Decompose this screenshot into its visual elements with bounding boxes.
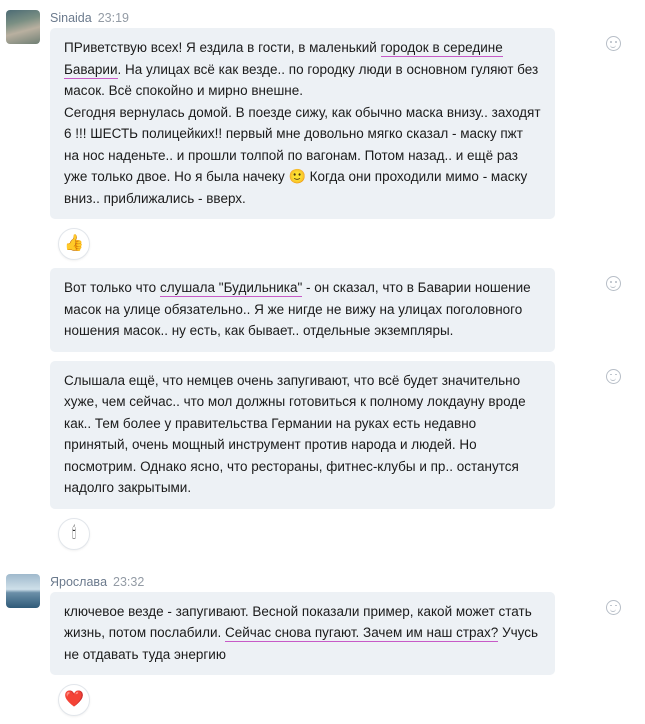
message-paragraph: Сегодня вернулась домой. В поезде сижу, как обычно маска внизу.. заходят 6 !!! ШЕСТЬ полицейких!! первый мне довольно мягко сказал - маску пжт на нос наденьте.. и прошли толпой по вагонам. Потом назад.. и ещё раз уже только двое. Но я была начеку 🙂 Когда они проходили мимо - маску вниз.. приближались - вверх. xyxy=(64,102,541,210)
reaction-row xyxy=(50,224,635,268)
reaction-candle[interactable]: 🕯 xyxy=(58,518,90,550)
message-bubble-4[interactable] xyxy=(50,592,555,676)
add-reaction-icon[interactable] xyxy=(606,36,621,51)
avatar-sinaida[interactable] xyxy=(6,10,40,44)
message-row xyxy=(50,28,635,219)
message-group-sinaida xyxy=(0,6,645,558)
reaction-heart[interactable]: ❤️ xyxy=(58,684,90,716)
message-row xyxy=(50,361,635,509)
message-header xyxy=(50,6,635,28)
message-bubble-1[interactable] xyxy=(50,28,555,219)
message-time: 23:19 xyxy=(98,11,129,25)
reaction-row xyxy=(50,680,635,724)
smiley-emoji: 🙂 xyxy=(288,168,305,184)
message-bubble-3[interactable] xyxy=(50,361,555,509)
reaction-row xyxy=(50,514,635,558)
message-paragraph: Вот только что слушала "Будильника" - он сказал, что в Баварии ношение масок на улице обязательно.. Я же нигде не вижу на улицах поголовного ношения масок.. ну есть, как бывает.. отдельные экземпляры. xyxy=(64,277,541,342)
message-group-yaroslava xyxy=(0,570,645,724)
message-header xyxy=(50,570,635,592)
reaction-thumbs-up[interactable]: 👍 xyxy=(58,228,90,260)
add-reaction-icon[interactable] xyxy=(606,600,621,615)
highlighted-text: городок в середине Баварии xyxy=(64,40,503,79)
message-row xyxy=(50,592,635,676)
message-paragraph: Слышала ещё, что немцев очень запугивают, что всё будет значительно хуже, чем сейчас.. что мол должны готовиться к полному локдауну вроде как.. Тем более у правительства Германии на руках есть недавно принятый, очень мощный инструмент против народа и людей. Но посмотрим. Однако ясно, что рестораны, фитнес-клубы и пр.. останутся надолго закрытыми. xyxy=(64,370,541,499)
author-name[interactable]: Sinaida xyxy=(50,11,92,25)
add-reaction-icon[interactable] xyxy=(606,276,621,291)
highlighted-text: слушала "Будильника" xyxy=(160,280,302,297)
message-time: 23:32 xyxy=(113,575,144,589)
message-bubble-2[interactable] xyxy=(50,268,555,352)
avatar-yaroslava[interactable] xyxy=(6,574,40,608)
highlighted-text: Сейчас снова пугают. Зачем им наш страх? xyxy=(225,625,498,642)
message-paragraph: ключевое везде - запугивают. Весной показали пример, какой может стать жизнь, потом послабили. Сейчас снова пугают. Зачем им наш страх? Учусь не отдавать туда энергию xyxy=(64,601,541,666)
author-name[interactable]: Ярославa xyxy=(50,575,107,589)
message-row xyxy=(50,268,635,352)
add-reaction-icon[interactable] xyxy=(606,369,621,384)
message-paragraph: ПРиветствую всех! Я ездила в гости, в маленький городок в середине Баварии. На улицах всё как везде.. по городку люди в основном гуляют без масок. Всё спокойно и мирно внешне. xyxy=(64,37,541,102)
